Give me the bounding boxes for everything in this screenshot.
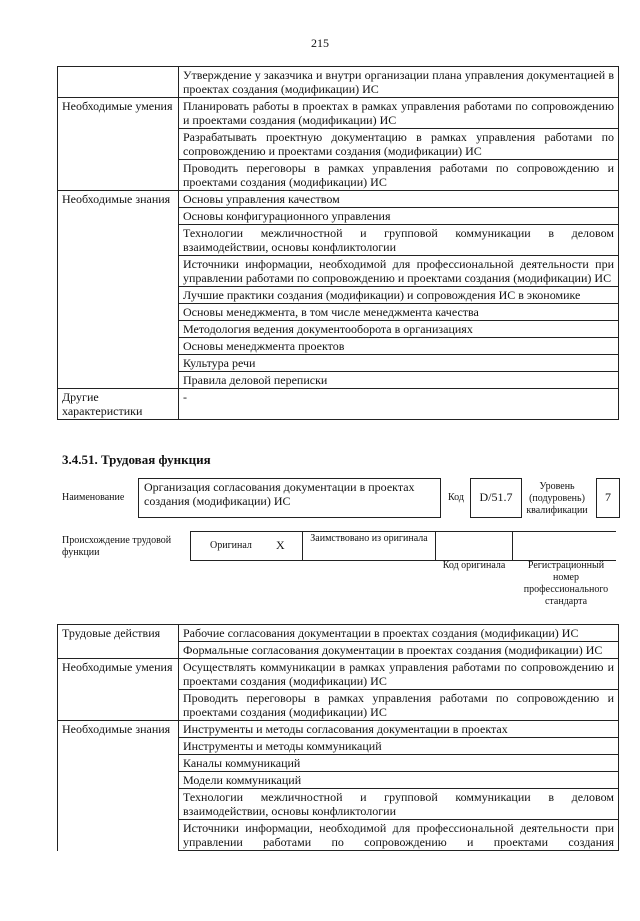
list-item: Методология ведения документооборота в организациях [179,321,619,338]
list-item: Основы менеджмента, в том числе менеджмента качества [179,304,619,321]
table-row [58,129,619,160]
table-row [58,225,619,256]
name-box [138,478,441,518]
list-item: Планировать работы в проектах в рамках управления работами по сопровождению и проектами создания (модификации) ИС [179,98,619,129]
table-row [58,738,619,755]
table-row [58,98,619,129]
list-item: Технологии межличностной и групповой коммуникации в деловом взаимодействии, основы конфликтологии [179,789,619,820]
table-row [58,772,619,789]
table-row [58,642,619,659]
table-row [58,321,619,338]
code-label: Код [448,492,464,503]
reg-number-label: Регистрационный номер профессионального стандарта [523,560,609,607]
table-row [58,755,619,772]
list-item: Проводить переговоры в рамках управления работами по сопровождению и проектами создания (модификации) ИС [179,160,619,191]
list-item: Утверждение у заказчика и внутри организации плана управления документацией в проектах создания (модификации) ИС [179,67,619,98]
list-item: Модели коммуникаций [179,772,619,789]
table-row [58,625,619,642]
list-item: Формальные согласования документации в проектах создания (модификации) ИС [179,642,619,659]
level-label: Уровень (подуровень) квалификации [526,481,588,516]
table-row [58,659,619,690]
original-mark: X [276,538,285,552]
other-label: Другие характеристики [58,389,179,420]
list-item: Основы конфигурационного управления [179,208,619,225]
table-row [58,191,619,208]
code-value: D/51.7 [479,490,513,504]
table-row [58,372,619,389]
table-row [58,789,619,820]
list-item: Разрабатывать проектную документацию в рамках управления работами по сопровождению и проектами создания (модификации) ИС [179,129,619,160]
list-item: Проводить переговоры в рамках управления работами по сопровождению и проектами создания (модификации) ИС [179,690,619,721]
borrowed-label: Заимствовано из оригинала [310,533,428,544]
table-row [58,287,619,304]
skills-label: Необходимые умения [58,98,179,129]
actions-label: Трудовые действия [58,625,179,642]
name-value: Организация согласования документации в проектах создания (модификации) ИС [144,480,415,508]
page-number: 215 [311,36,329,50]
list-item: Основы управления качеством [179,191,619,208]
list-item: Технологии межличностной и групповой коммуникации в деловом взаимодействии, основы конфликтологии [179,225,619,256]
level-value: 7 [605,490,611,504]
other-value: - [179,389,619,420]
skills-label: Необходимые умения [58,659,179,690]
section-heading: 3.4.51. Трудовая функция [62,452,211,467]
table-row [58,304,619,321]
origin-code-label: Код оригинала [442,560,506,571]
list-item: Основы менеджмента проектов [179,338,619,355]
level-box [596,478,620,518]
table-row [58,208,619,225]
table-row [58,338,619,355]
origin-label: Происхождение трудовой функции [62,535,172,558]
table-row [58,690,619,721]
table-row [58,820,619,851]
table-row [58,67,619,98]
list-item: Источники информации, необходимой для профессиональной деятельности при управлении работами по сопровождению и проектами создания (модификации) ИС [179,256,619,287]
table-row [58,355,619,372]
list-item: Правила деловой переписки [179,372,619,389]
knowledge-label: Необходимые знания [58,191,179,208]
knowledge-label: Необходимые знания [58,721,179,738]
table-row [58,256,619,287]
name-label: Наименование [62,492,125,503]
list-item: Рабочие согласования документации в проектах создания (модификации) ИС [179,625,619,642]
continued-function-table [57,66,619,420]
table-row [58,160,619,191]
table-row [58,721,619,738]
list-item: Источники информации, необходимой для профессиональной деятельности при управлении работами по сопровождению и проектами создания [179,820,619,851]
table-row [58,389,619,420]
list-item: Каналы коммуникаций [179,755,619,772]
row-label-empty [58,67,179,98]
list-item: Инструменты и методы согласования документации в проектах [179,721,619,738]
list-item: Культура речи [179,355,619,372]
list-item: Осуществлять коммуникации в рамках управления работами по сопровождению и проектами создания (модификации) ИС [179,659,619,690]
list-item: Лучшие практики создания (модификации) и сопровождения ИС в экономике [179,287,619,304]
labor-function-table [57,624,619,851]
list-item: Инструменты и методы коммуникаций [179,738,619,755]
code-box [470,478,522,518]
original-label: Оригинал [210,540,252,551]
